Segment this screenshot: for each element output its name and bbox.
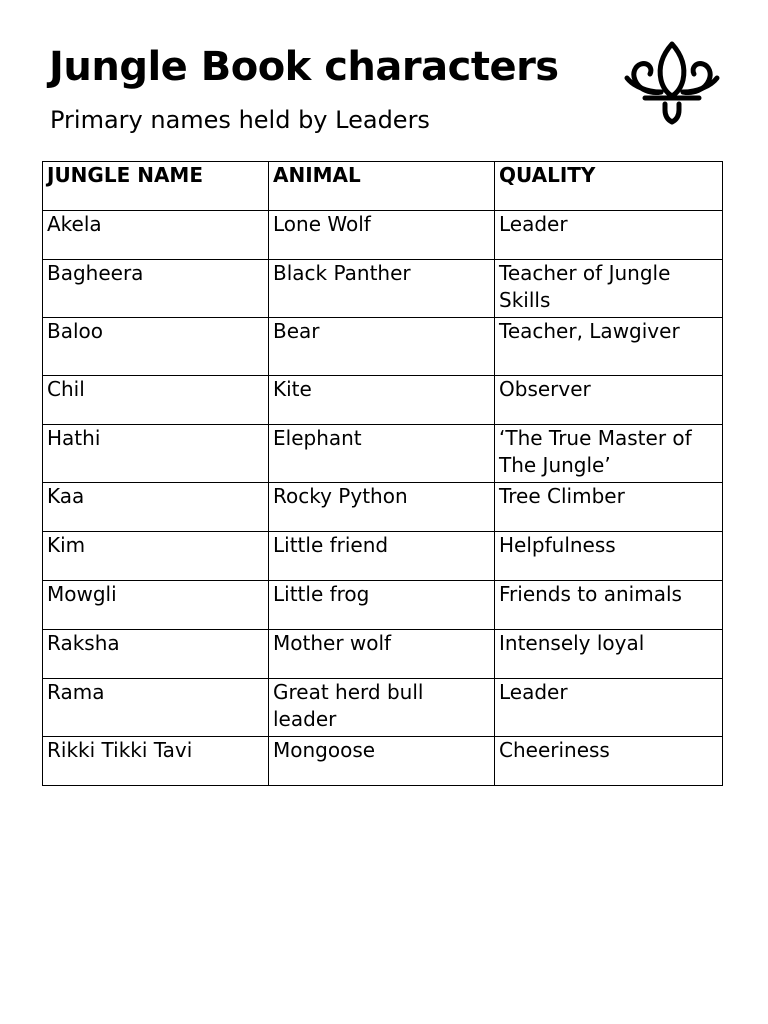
- cell-quality: Helpfulness: [495, 532, 723, 581]
- table-row: [43, 679, 723, 737]
- cell-animal: Lone Wolf: [269, 211, 495, 260]
- table-row: [43, 483, 723, 532]
- cell-animal: Rocky Python: [269, 483, 495, 532]
- cell-jungle-name: Hathi: [43, 425, 269, 483]
- cell-animal: Bear: [269, 318, 495, 376]
- table-row: [43, 532, 723, 581]
- table-row: [43, 211, 723, 260]
- cell-jungle-name: Rikki Tikki Tavi: [43, 737, 269, 786]
- table-row: [43, 581, 723, 630]
- cell-quality: Cheeriness: [495, 737, 723, 786]
- table-row: [43, 318, 723, 376]
- cell-quality: Tree Climber: [495, 483, 723, 532]
- cell-quality: Teacher, Lawgiver: [495, 318, 723, 376]
- characters-table: [42, 161, 723, 786]
- cell-animal: Elephant: [269, 425, 495, 483]
- cell-animal: Little frog: [269, 581, 495, 630]
- cell-jungle-name: Bagheera: [43, 260, 269, 318]
- table-header-row: [43, 162, 723, 211]
- cell-animal: Great herd bull leader: [269, 679, 495, 737]
- cell-animal: Kite: [269, 376, 495, 425]
- table-row: [43, 737, 723, 786]
- cell-jungle-name: Kaa: [43, 483, 269, 532]
- fleur-de-lis-icon: [621, 40, 723, 126]
- cell-jungle-name: Baloo: [43, 318, 269, 376]
- cell-jungle-name: Rama: [43, 679, 269, 737]
- column-header-jungle-name: JUNGLE NAME: [43, 162, 269, 211]
- table-row: [43, 425, 723, 483]
- cell-jungle-name: Kim: [43, 532, 269, 581]
- cell-quality: Leader: [495, 211, 723, 260]
- table-row: [43, 376, 723, 425]
- cell-quality: Observer: [495, 376, 723, 425]
- cell-animal: Little friend: [269, 532, 495, 581]
- page-title: Jungle Book characters: [49, 44, 559, 90]
- cell-jungle-name: Mowgli: [43, 581, 269, 630]
- column-header-animal: ANIMAL: [269, 162, 495, 211]
- cell-animal: Mongoose: [269, 737, 495, 786]
- table-row: [43, 630, 723, 679]
- column-header-quality: QUALITY: [495, 162, 723, 211]
- cell-quality: Leader: [495, 679, 723, 737]
- cell-quality: ‘The True Master of The Jungle’: [495, 425, 723, 483]
- cell-quality: Intensely loyal: [495, 630, 723, 679]
- page-subtitle: Primary names held by Leaders: [50, 106, 430, 134]
- cell-animal: Black Panther: [269, 260, 495, 318]
- cell-jungle-name: Raksha: [43, 630, 269, 679]
- cell-quality: Friends to animals: [495, 581, 723, 630]
- cell-animal: Mother wolf: [269, 630, 495, 679]
- cell-quality: Teacher of Jungle Skills: [495, 260, 723, 318]
- cell-jungle-name: Chil: [43, 376, 269, 425]
- table-row: [43, 260, 723, 318]
- cell-jungle-name: Akela: [43, 211, 269, 260]
